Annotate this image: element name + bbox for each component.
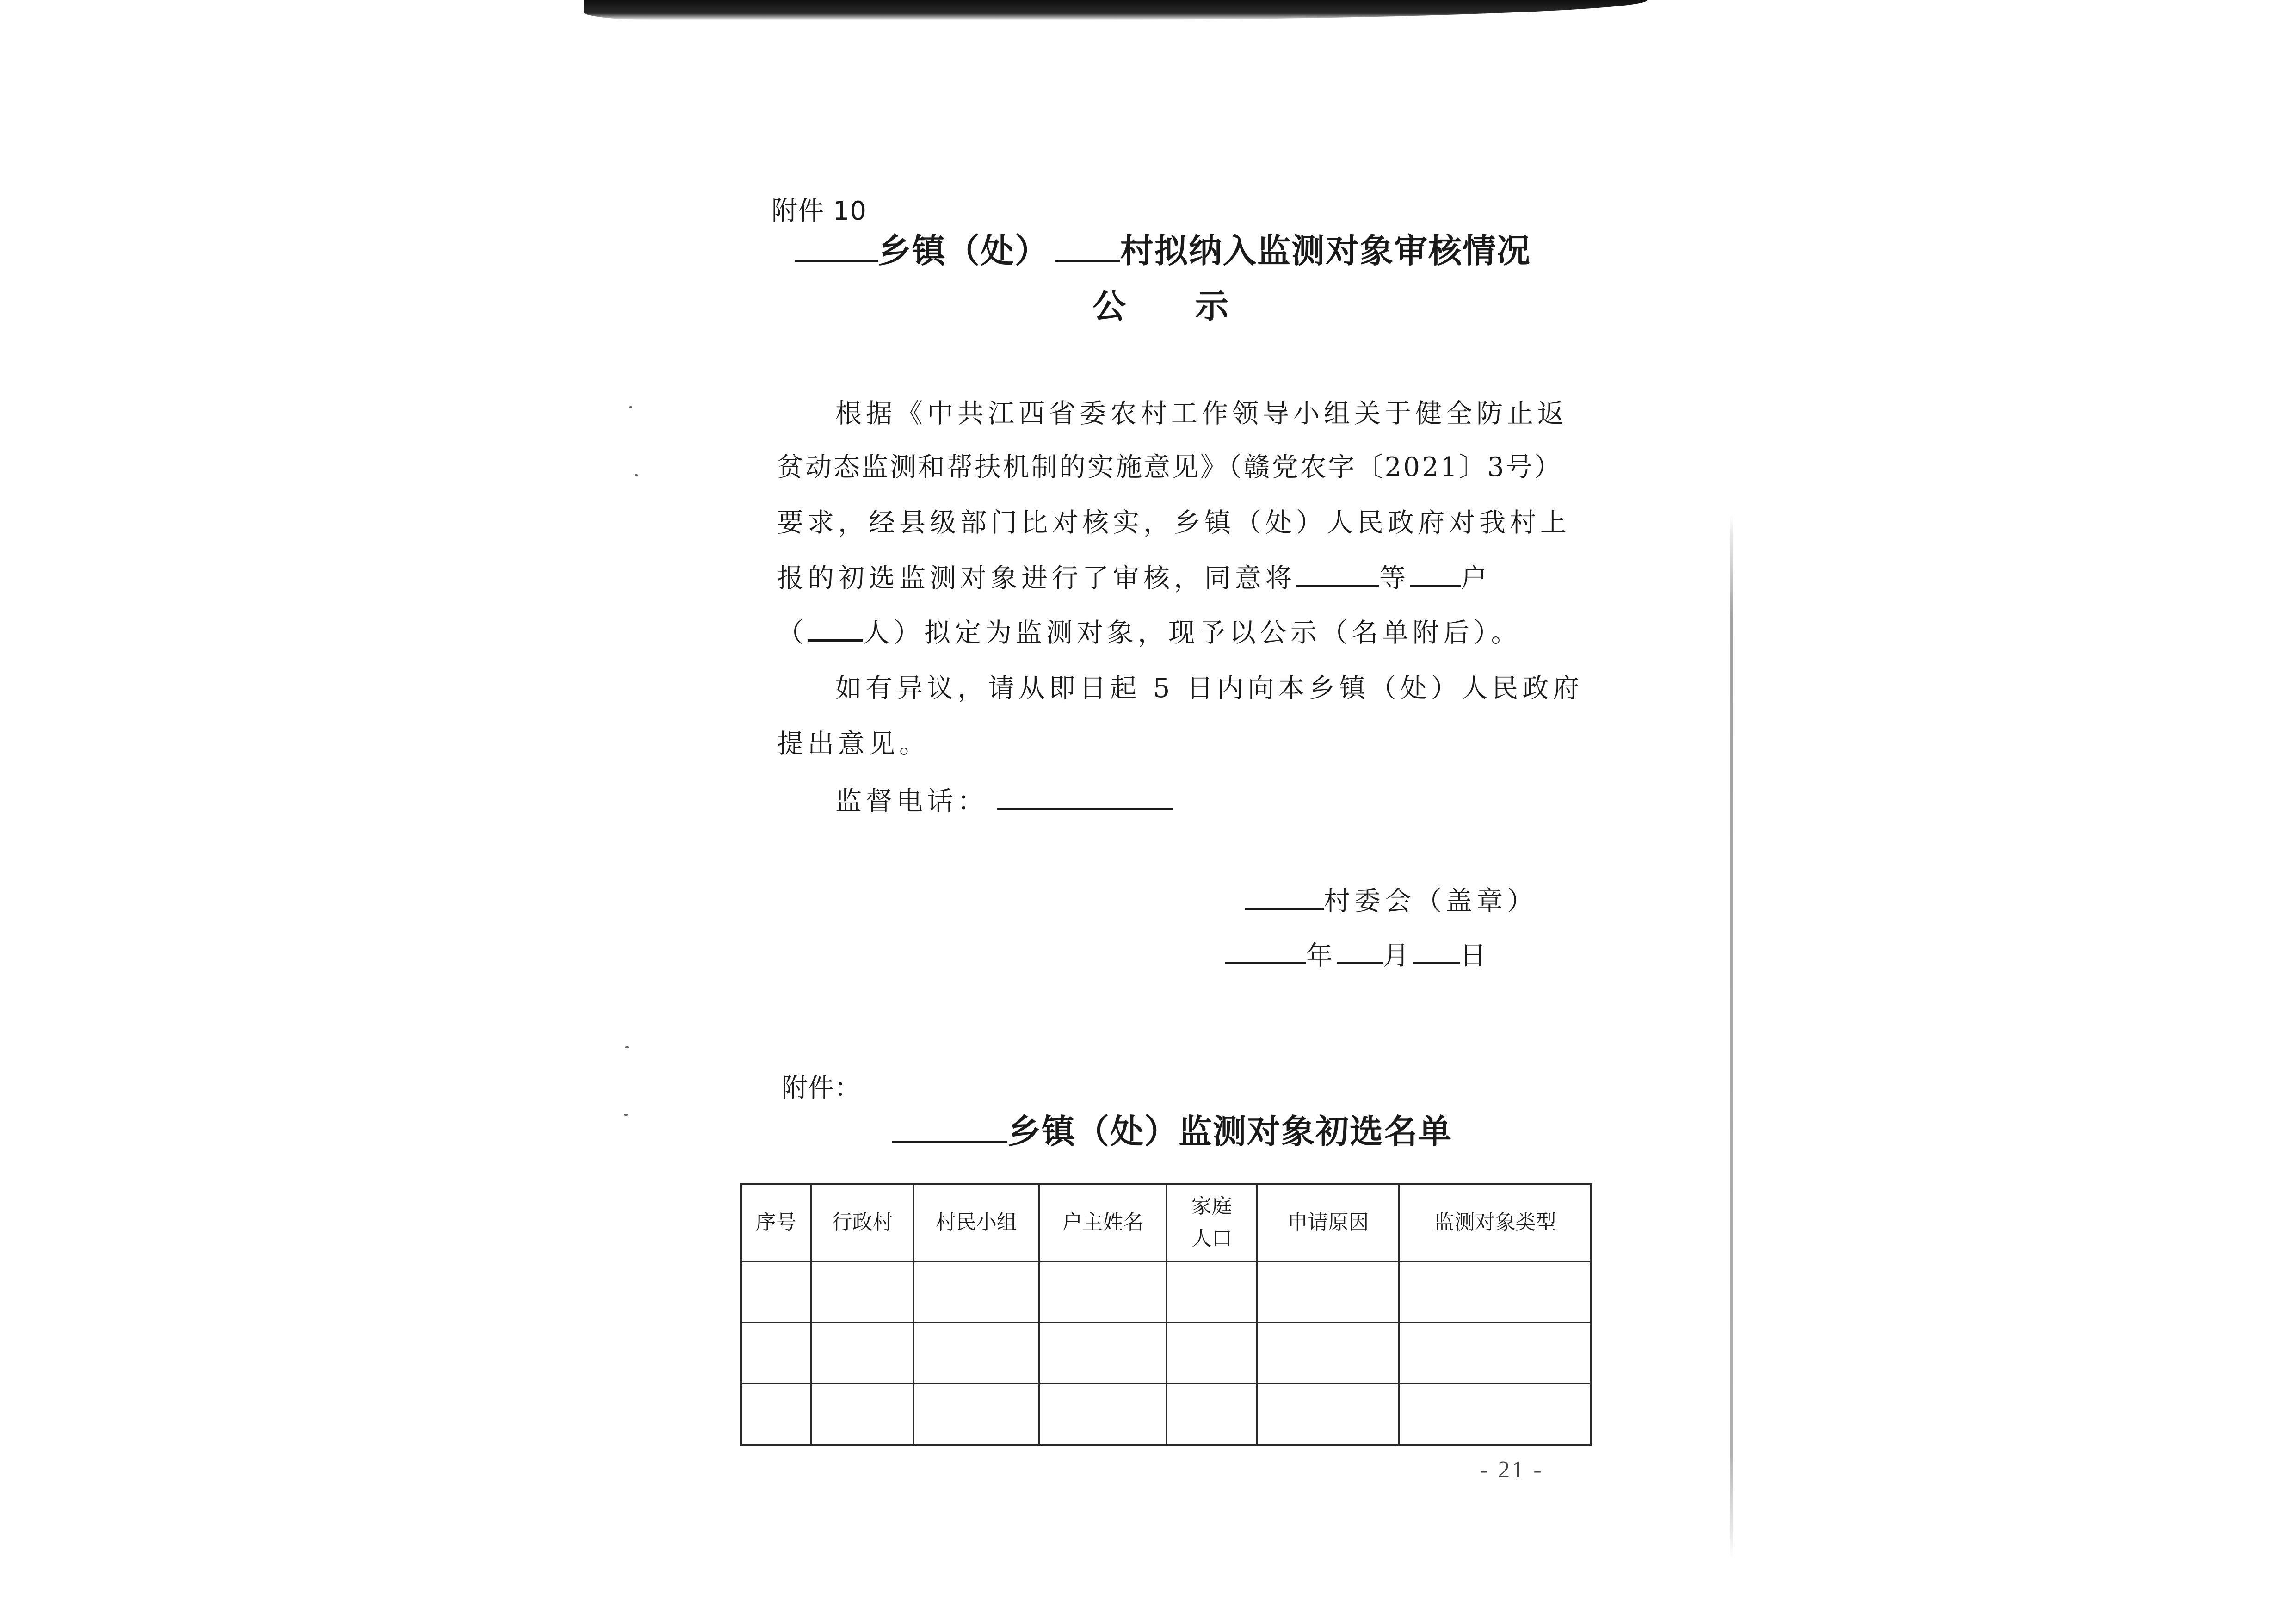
scan-speck — [625, 1046, 629, 1048]
day-blank — [1413, 943, 1460, 964]
table-cell — [1257, 1261, 1399, 1322]
monitoring-roster-table — [740, 1183, 1592, 1446]
table-cell — [913, 1261, 1039, 1322]
table-cell — [1399, 1384, 1591, 1445]
supervision-phone — [835, 788, 1173, 815]
table-cell — [1039, 1261, 1167, 1322]
phone-blank — [997, 789, 1173, 810]
table-cell — [1167, 1384, 1257, 1445]
column-header-group: 村民小组 — [913, 1184, 1039, 1261]
date-month: 月 — [1383, 940, 1413, 971]
date-year: 年 — [1306, 940, 1337, 971]
phone-label: 监督电话： — [835, 786, 988, 816]
notice-title-line1 — [795, 224, 1531, 272]
paragraph1-line4-text: 报的初选监测对象进行了审核，同意将 — [777, 563, 1296, 593]
signature-org: 村委会（盖章） — [1324, 886, 1537, 916]
household-count-blank — [1410, 566, 1461, 587]
column-header-householder: 户主姓名 — [1039, 1184, 1167, 1261]
table-cell — [1167, 1322, 1257, 1384]
name-blank — [1296, 566, 1379, 587]
paragraph1-line4-hu: 户 — [1461, 563, 1491, 593]
table-cell — [1257, 1322, 1399, 1384]
scan-speck — [624, 1114, 628, 1116]
paragraph2-line1: 如有异议，请从即日起 5 日内向本乡镇（处）人民政府 — [835, 673, 1584, 704]
table-cell — [741, 1384, 811, 1445]
paragraph1-line4-deng: 等 — [1379, 563, 1410, 593]
table-cell — [1257, 1384, 1399, 1445]
paragraph1-line4 — [777, 565, 1491, 592]
appendix-township-blank — [892, 1117, 1007, 1143]
table-row — [741, 1322, 1591, 1384]
paragraph2-line2: 提出意见。 — [777, 729, 930, 759]
column-header-monitor-type: 监测对象类型 — [1399, 1184, 1591, 1261]
paragraph1-line2: 贫动态监测和帮扶机制的实施意见》（赣党农字〔2021〕3号） — [777, 452, 1562, 482]
table-cell — [1399, 1261, 1591, 1322]
notice-title-line2: 公 示 — [1092, 286, 1230, 326]
table-cell — [811, 1322, 914, 1384]
date-line — [1225, 940, 1490, 971]
village-blank — [1055, 236, 1120, 262]
title-part1: 乡镇（处） — [878, 231, 1049, 270]
township-blank — [795, 236, 878, 262]
table-cell — [741, 1322, 811, 1384]
appendix-title — [892, 1105, 1452, 1153]
table-cell — [811, 1384, 914, 1445]
scan-speck — [635, 474, 638, 476]
signature-line — [1245, 888, 1537, 915]
table-cell — [741, 1261, 811, 1322]
date-day: 日 — [1460, 940, 1490, 971]
table-cell — [1039, 1384, 1167, 1445]
month-blank — [1337, 943, 1383, 964]
table-cell — [1167, 1261, 1257, 1322]
table-cell — [913, 1322, 1039, 1384]
scan-fold-line — [1730, 513, 1733, 1559]
attachment-label: 附件 10 — [772, 196, 867, 226]
paragraph1-line3: 要求，经县级部门比对核实，乡镇（处）人民政府对我村上 — [777, 507, 1571, 538]
paragraph1-line5-paren: （ — [777, 618, 808, 648]
person-count-blank — [808, 620, 863, 642]
table-cell — [913, 1384, 1039, 1445]
column-header-serial: 序号 — [741, 1184, 811, 1261]
year-blank — [1225, 943, 1306, 964]
paragraph1-line5 — [777, 620, 1522, 646]
village-committee-blank — [1245, 889, 1324, 910]
table-cell — [811, 1261, 914, 1322]
column-header-family-size: 家庭人口 — [1167, 1184, 1257, 1261]
table-header-row — [741, 1184, 1591, 1261]
column-header-village: 行政村 — [811, 1184, 914, 1261]
appendix-label: 附件： — [782, 1073, 861, 1103]
table-cell — [1039, 1322, 1167, 1384]
scan-speck — [629, 406, 632, 408]
table-row — [741, 1261, 1591, 1322]
appendix-title-text: 乡镇（处）监测对象初选名单 — [1007, 1112, 1453, 1151]
scan-edge-shadow — [584, 0, 1648, 20]
table-cell — [1399, 1322, 1591, 1384]
paragraph1-line1: 根据《中共江西省委农村工作领导小组关于健全防止返 — [835, 398, 1568, 429]
column-header-reason: 申请原因 — [1257, 1184, 1399, 1261]
paragraph1-line5-text: 人）拟定为监测对象，现予以公示（名单附后）。 — [863, 618, 1522, 648]
page-number: - 21 - — [1480, 1457, 1543, 1483]
table-row — [741, 1384, 1591, 1445]
title-part2: 村拟纳入监测对象审核情况 — [1120, 231, 1531, 270]
